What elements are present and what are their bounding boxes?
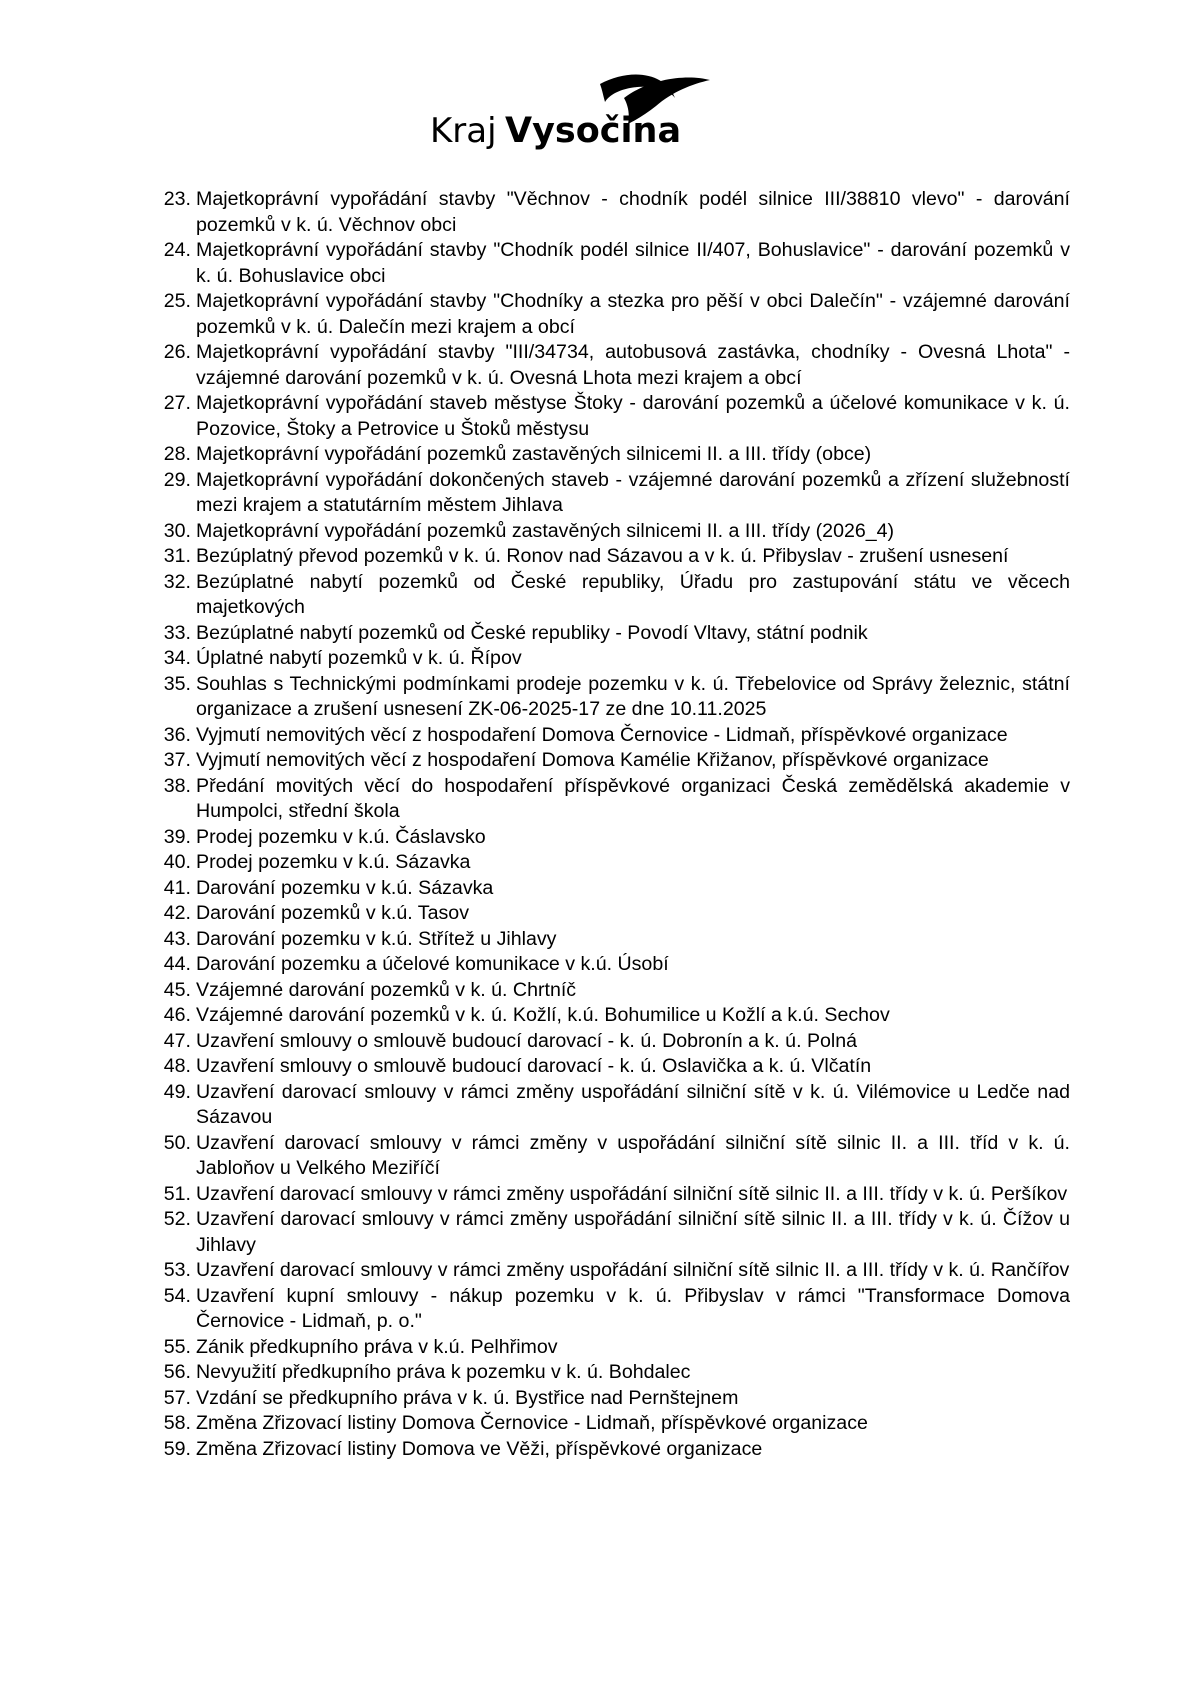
agenda-item-text: Darování pozemku a účelové komunikace v k.ú. Úsobí — [196, 953, 669, 975]
agenda-item — [140, 1411, 1070, 1437]
agenda-item-number: 59. — [163, 1437, 191, 1460]
agenda-item-number: 58. — [163, 1412, 191, 1434]
agenda-item — [140, 340, 1070, 391]
agenda-item-text: Vyjmutí nemovitých věcí z hospodaření Domova Černovice - Lidmaň, příspěvkové organizace — [196, 723, 1008, 746]
agenda-item — [140, 850, 1070, 876]
agenda-item — [140, 1182, 1070, 1208]
agenda-item-number: 33. — [163, 621, 191, 644]
agenda-item-text: Zánik předkupního práva v k.ú. Pelhřimov — [196, 1335, 558, 1358]
agenda-item-text: Uzavření darovací smlouvy v rámci změny uspořádání silniční sítě silnic II. a III. třídy v k. ú. Peršíkov — [196, 1182, 1068, 1205]
agenda-item-number: 26. — [163, 341, 191, 363]
agenda-item-number: 47. — [163, 1029, 191, 1052]
agenda-item — [140, 1386, 1070, 1412]
agenda-item-number: 40. — [163, 851, 191, 873]
agenda-item-text: Prodej pozemku v k.ú. Sázavka — [196, 851, 471, 873]
agenda-item — [140, 748, 1070, 774]
agenda-item-text: Majetkoprávní vypořádání stavby "Chodníky a stezka pro pěší v obci Dalečín" - vzájemné darování pozemků v k. ú. Dalečín mezi krajem a obcí — [196, 290, 1070, 338]
agenda-item-text: Uzavření smlouvy o smlouvě budoucí darovací - k. ú. Oslavička a k. ú. Vlčatín — [196, 1055, 872, 1077]
agenda-item — [140, 1335, 1070, 1361]
agenda-item-number: 52. — [163, 1208, 191, 1230]
agenda-item-text: Bezúplatné nabytí pozemků od České republiky, Úřadu pro zastupování státu ve věcech majetkových — [196, 570, 1070, 618]
agenda-item — [140, 1258, 1070, 1284]
agenda-item — [140, 468, 1070, 519]
agenda-item-text: Změna Zřizovací listiny Domova ve Věži, příspěvkové organizace — [196, 1437, 763, 1460]
kraj-vysocina-logo-graphic — [430, 70, 730, 165]
agenda-item-number: 49. — [163, 1080, 191, 1103]
agenda-item-number: 57. — [163, 1386, 191, 1409]
agenda-item-number: 56. — [163, 1361, 191, 1383]
agenda-item-number: 35. — [163, 672, 191, 695]
agenda-item-text: Úplatné nabytí pozemků v k. ú. Řípov — [196, 647, 522, 669]
agenda-item — [140, 544, 1070, 570]
agenda-item-text: Vzdání se předkupního práva v k. ú. Bystřice nad Pernštejnem — [196, 1386, 739, 1409]
agenda-item-number: 50. — [163, 1131, 191, 1154]
agenda-item — [140, 901, 1070, 927]
agenda-item-number: 27. — [163, 392, 191, 414]
agenda-item — [140, 952, 1070, 978]
agenda-item-text: Uzavření darovací smlouvy v rámci změny uspořádání silniční sítě silnic II. a III. třídy v k. ú. Rančířov — [196, 1259, 1070, 1281]
agenda-item-number: 38. — [163, 774, 191, 797]
page-header — [0, 70, 1190, 165]
agenda-item-text: Uzavření darovací smlouvy v rámci změny uspořádání silniční sítě v k. ú. Vilémovice u Ledče nad Sázavou — [196, 1080, 1070, 1128]
agenda-item-text: Uzavření kupní smlouvy - nákup pozemku v k. ú. Přibyslav v rámci "Transformace Domova Černovice - Lidmaň, p. o." — [196, 1284, 1070, 1332]
agenda-item — [140, 1437, 1070, 1463]
agenda-item-number: 39. — [163, 825, 191, 848]
agenda-item — [140, 187, 1070, 238]
agenda-item — [140, 927, 1070, 953]
agenda-item — [140, 978, 1070, 1004]
agenda-item — [140, 646, 1070, 672]
agenda-item — [140, 1003, 1070, 1029]
agenda-item-text: Nevyužití předkupního práva k pozemku v k. ú. Bohdalec — [196, 1361, 691, 1383]
agenda-item-number: 41. — [163, 876, 191, 899]
agenda-item — [140, 442, 1070, 468]
agenda-item-text: Vyjmutí nemovitých věcí z hospodaření Domova Kamélie Křižanov, příspěvkové organizace — [196, 749, 989, 771]
agenda-item-text: Majetkoprávní vypořádání stavby "III/34734, autobusová zastávka, chodníky - Ovesná Lhota" - vzájemné darování pozemků v k. ú. Ovesná Lhota mezi krajem a obcí — [196, 341, 1070, 389]
kraj-vysocina-logo — [430, 70, 730, 165]
agenda-item — [140, 1207, 1070, 1258]
agenda-item-number: 43. — [163, 927, 191, 950]
agenda-item-number: 44. — [163, 953, 191, 975]
agenda-item — [140, 621, 1070, 647]
agenda-item — [140, 1360, 1070, 1386]
agenda-item-number: 29. — [163, 468, 191, 491]
agenda-item-text: Předání movitých věcí do hospodaření příspěvkové organizaci Česká zemědělská akademie v Humpolci, střední škola — [196, 774, 1070, 822]
agenda-item-text: Uzavření smlouvy o smlouvě budoucí darovací - k. ú. Dobronín a k. ú. Polná — [196, 1029, 858, 1052]
agenda-item-number: 51. — [163, 1182, 191, 1205]
agenda-item-number: 55. — [163, 1335, 191, 1358]
logo-word-vysocina: Vysočina — [505, 111, 682, 151]
agenda-list — [140, 187, 1070, 1462]
agenda-item-number: 42. — [163, 902, 191, 924]
agenda-item-text: Vzájemné darování pozemků v k. ú. Chrtníč — [196, 978, 577, 1001]
agenda-item — [140, 672, 1070, 723]
agenda-item — [140, 825, 1070, 851]
agenda-item-text: Bezúplatné nabytí pozemků od České republiky - Povodí Vltavy, státní podnik — [196, 621, 868, 644]
agenda-item — [140, 1029, 1070, 1055]
agenda-item-number: 53. — [163, 1259, 191, 1281]
agenda-item-text: Majetkoprávní vypořádání dokončených staveb - vzájemné darování pozemků a zřízení služebností mezi krajem a statutárním městem Jihlava — [196, 468, 1070, 516]
agenda-item-number: 36. — [163, 723, 191, 746]
agenda-item-text: Změna Zřizovací listiny Domova Černovice - Lidmaň, příspěvkové organizace — [196, 1412, 868, 1434]
agenda-item-text: Majetkoprávní vypořádání stavby "Chodník podél silnice II/407, Bohuslavice" - darování pozemků v k. ú. Bohuslavice obci — [196, 239, 1070, 287]
agenda-item-number: 46. — [163, 1004, 191, 1026]
logo-word-kraj: Kraj — [430, 111, 497, 151]
agenda-item-text: Darování pozemku v k.ú. Střítež u Jihlavy — [196, 927, 557, 950]
agenda-item-text: Majetkoprávní vypořádání staveb městyse Štoky - darování pozemků a účelové komunikace v k. ú. Pozovice, Štoky a Petrovice u Štoků městysu — [196, 392, 1070, 440]
agenda-item-text: Majetkoprávní vypořádání pozemků zastavěných silnicemi II. a III. třídy (obce) — [196, 443, 872, 465]
agenda-item-text: Majetkoprávní vypořádání stavby "Věchnov - chodník podél silnice III/38810 vlevo" - darování pozemků v k. ú. Věchnov obci — [196, 188, 1070, 236]
agenda-item — [140, 519, 1070, 545]
agenda-item — [140, 1131, 1070, 1182]
agenda-item-text: Souhlas s Technickými podmínkami prodeje pozemku v k. ú. Třebelovice od Správy železnic, státní organizace a zrušení usnesení ZK-06-2025-17 ze dne 10.11.2025 — [196, 672, 1070, 720]
agenda-item-number: 31. — [163, 545, 191, 567]
agenda-item — [140, 570, 1070, 621]
agenda-item — [140, 238, 1070, 289]
agenda-item-number: 34. — [163, 647, 191, 669]
agenda-item — [140, 723, 1070, 749]
agenda-item-number: 23. — [163, 188, 191, 210]
agenda-item-number: 28. — [163, 443, 191, 465]
agenda-item — [140, 1054, 1070, 1080]
agenda-item-number: 30. — [163, 519, 191, 542]
agenda-item-number: 25. — [163, 290, 191, 312]
agenda-item-text: Vzájemné darování pozemků v k. ú. Kožlí, k.ú. Bohumilice u Kožlí a k.ú. Sechov — [196, 1004, 890, 1026]
agenda-item-number: 48. — [163, 1055, 191, 1077]
agenda-item-text: Uzavření darovací smlouvy v rámci změny v uspořádání silniční sítě silnic II. a III. tříd v k. ú. Jabloňov u Velkého Meziříčí — [196, 1131, 1070, 1179]
agenda-item — [140, 876, 1070, 902]
agenda-item-number: 37. — [163, 749, 191, 771]
agenda-item — [140, 391, 1070, 442]
agenda-item — [140, 1284, 1070, 1335]
agenda-item-text: Bezúplatný převod pozemků v k. ú. Ronov nad Sázavou a v k. ú. Přibyslav - zrušení usnesení — [196, 545, 1009, 567]
agenda-item-text: Uzavření darovací smlouvy v rámci změny uspořádání silniční sítě silnic II. a III. třídy v k. ú. Čížov u Jihlavy — [196, 1208, 1070, 1256]
agenda-item-text: Darování pozemku v k.ú. Sázavka — [196, 876, 494, 899]
agenda-item-text: Prodej pozemku v k.ú. Čáslavsko — [196, 825, 486, 848]
agenda-item — [140, 774, 1070, 825]
agenda-item-text: Darování pozemků v k.ú. Tasov — [196, 902, 469, 924]
agenda-item-number: 45. — [163, 978, 191, 1001]
agenda-item-text: Majetkoprávní vypořádání pozemků zastavěných silnicemi II. a III. třídy (2026_4) — [196, 519, 895, 542]
agenda-item — [140, 289, 1070, 340]
agenda-item-number: 24. — [163, 239, 191, 261]
agenda-item-number: 54. — [163, 1284, 191, 1307]
agenda-item — [140, 1080, 1070, 1131]
agenda-item-number: 32. — [163, 570, 191, 593]
